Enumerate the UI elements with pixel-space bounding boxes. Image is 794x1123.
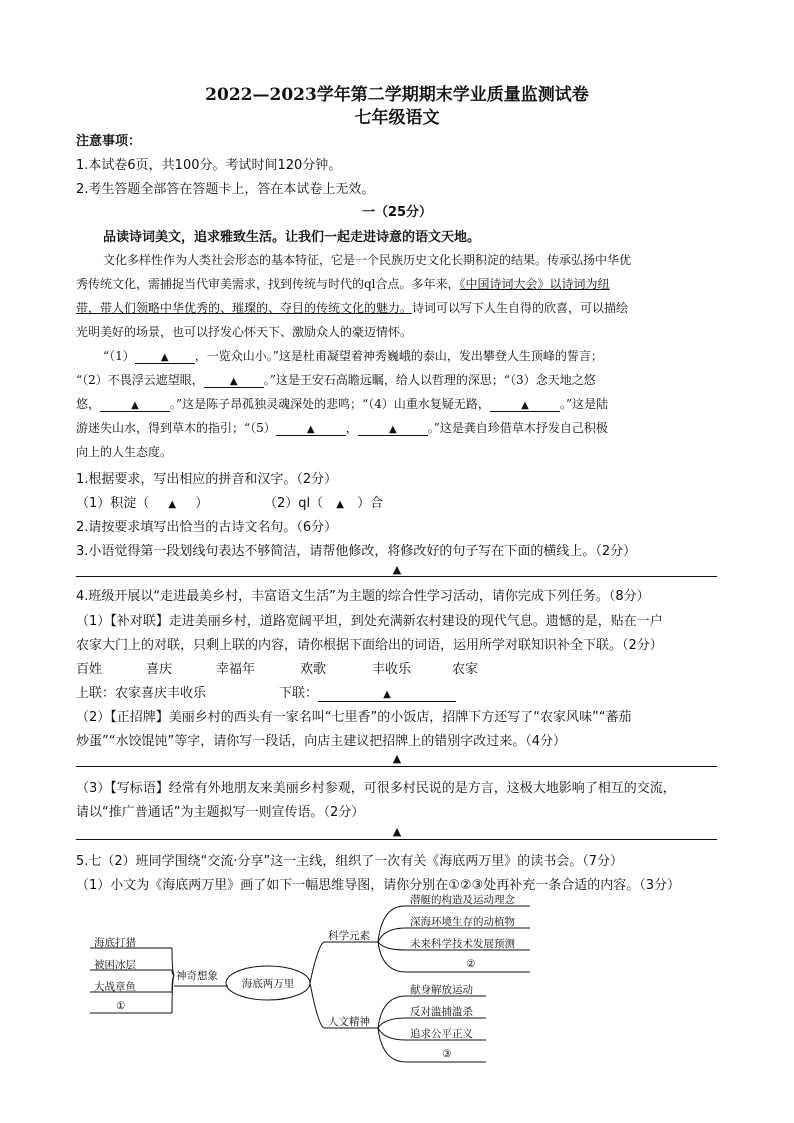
branch-humanity: 人文精神 [328, 1016, 370, 1028]
poem-text: ， [345, 421, 358, 435]
poem-text: 悠， [76, 397, 101, 411]
answer-marker: ▲ [392, 825, 402, 838]
left-item-3: 大战章鱼 [94, 981, 136, 993]
blank-marker: ▲ [521, 400, 529, 411]
underlined-sentence: 《中国诗词大会》以诗词为纽 [459, 277, 610, 291]
blank-marker: ▲ [306, 424, 315, 435]
question-4-sub-3-line-1: （3）【写标语】经常有外地朋友来美丽乡村参观，可很多村民说的是方言，这极大地影响了相互的交流， [76, 781, 676, 796]
question-4-sub-3-line-2: 请以“推广普通话”为主题拟写一则宣传语。（2分） [76, 805, 365, 820]
word-6: 农家 [452, 662, 479, 677]
humanity-item-1: 献身解放运动 [410, 984, 473, 996]
blank-marker: ▲ [383, 689, 391, 700]
notes-line-2: 2.考生答题全部答在答题卡上，答在本试卷上无效。 [76, 182, 375, 197]
question-4-sub-2-line-2: 炒蛋”“水饺馄饨”等字，请你写一段话，向店主建议把招牌上的错别字改过来。（4分） [76, 734, 566, 749]
connector-curve [378, 1018, 406, 1028]
left-item-2: 被困冰层 [94, 959, 136, 971]
question-1: 1.根据要求，写出相应的拼音和汉字。（2分） [76, 472, 338, 487]
section-heading: 一（25分） [361, 205, 433, 220]
question-4-sub-2-line-1: （2）【正招牌】美丽乡村的西头有一家名叫“七里香”的小饭店，招牌下方还写了“农家风味”“蕃茄 [76, 710, 632, 725]
poem-text: “（2）不畏浮云遮望眼， [76, 373, 204, 387]
connector-curve [378, 928, 406, 942]
notes-heading: 注意事项： [76, 134, 142, 149]
passage-line-1: 文化多样性作为人类社会形态的基本特征，它是一个民族历史文化长期积淀的结果。传承弘扬中华优 [103, 253, 632, 267]
answer-marker: ▲ [392, 563, 402, 576]
exam-title: 2022—2023学年第二学期期末学业质量监测试卷 [205, 85, 589, 105]
poem-text: 。”这是龚自珍借草木抒发自己积极 [427, 421, 608, 435]
poem-text: “（1） [103, 349, 135, 363]
center-title: 海底两万里 [241, 978, 295, 990]
blank-marker: ▲ [160, 352, 169, 363]
poem-text: 。”这是陈子昂孤独灵魂深处的悲鸣；“（4）山重水复疑无路， [170, 397, 490, 411]
poem-line-5: 向上的人生态度。 [76, 445, 173, 459]
branch-imagination: 神奇想象 [176, 970, 218, 982]
couplet-lower-label: 下联： [279, 686, 319, 701]
question-5: 5.七（2）班同学围绕“交流·分享”这一主线，组织了一次有关《海底两万里》的读书会。（7分） [76, 854, 624, 869]
poem-text: ，一览众山小。”这是杜甫凝望着神秀巍峨的泰山，发出攀登人生顶峰的誓言； [194, 349, 603, 363]
blank-marker: ▲ [229, 376, 238, 387]
left-item-blank[interactable]: ① [116, 1000, 126, 1012]
passage-text: 诗词可以写下人生自得的欣喜，可以描绘 [412, 301, 629, 315]
answer-marker: ▲ [392, 752, 402, 765]
poem-text: 。”这是王安石高瞻远瞩，给人以哲理的深思；“（3）念天地之悠 [263, 373, 596, 387]
connector-curve [378, 1028, 406, 1040]
connector-curve [378, 942, 406, 950]
word-5: 丰收乐 [372, 662, 412, 677]
couplet-upper: 上联：农家喜庆丰收乐 [76, 686, 207, 701]
word-3: 幸福年 [216, 662, 256, 677]
blank-marker: ▲ [388, 424, 397, 435]
science-item-2: 深海环境生存的动植物 [410, 916, 515, 928]
humanity-item-3: 追求公平正义 [410, 1028, 473, 1040]
science-item-blank[interactable]: ② [466, 958, 476, 970]
section-intro: 品读诗词美文，追求雅致生活。让我们一起走进诗意的语文天地。 [103, 230, 481, 245]
underlined-sentence: 带，带人们领略中华优秀的、璀璨的、夺目的传统文化的魅力。 [76, 301, 413, 315]
poem-text: 游迷失山水，得到草木的指引；“（5） [76, 421, 276, 435]
question-5-sub-1: （1）小文为《海底两万里》画了如下一幅思维导图，请你分别在①②③处再补充一条合适的内容。（3分） [76, 878, 681, 893]
question-4-sub-1-line-2: 农家大门上的对联，只剩上联的内容，请你根据下面给出的词语，运用所学对联知识补全下联。（2分） [76, 638, 663, 653]
connector-curve [378, 906, 406, 942]
answer-slot[interactable]: ▲ [336, 499, 344, 510]
humanity-item-blank[interactable]: ③ [442, 1048, 452, 1060]
word-2: 喜庆 [146, 662, 173, 677]
science-item-3: 未来科学技术发展预测 [410, 938, 515, 950]
q1-sub2-label: （2）ql（ [264, 496, 324, 511]
q1-sub2-close: ）合 [357, 496, 384, 511]
passage-line-4: 光明美好的场景，也可以抒发心怀天下、激励众人的豪迈情怀。 [76, 325, 413, 339]
humanity-item-2: 反对滥捕滥杀 [410, 1006, 473, 1018]
notes-line-1: 1.本试卷6页，共100分。考试时间120分钟。 [76, 158, 342, 173]
poem-text: 。”这是陆 [559, 397, 609, 411]
answer-slot[interactable]: ▲ [168, 499, 177, 510]
word-4: 欢歌 [300, 662, 327, 677]
question-4-sub-1-line-1: （1）【补对联】走进美丽乡村，道路宽阔平坦，到处充满新农村建设的现代气息。遗憾的是，贴在一户 [76, 614, 663, 629]
blank-marker: ▲ [131, 400, 139, 411]
branch-science: 科学元素 [328, 930, 370, 942]
connector-curve [378, 942, 406, 972]
question-3: 3.小语觉得第一段划线句表达不够简洁，请帮他修改，将修改好的句子写在下面的横线上。（2分） [76, 544, 637, 559]
exam-subtitle: 七年级语文 [354, 108, 440, 128]
word-1: 百姓 [76, 662, 103, 677]
question-2: 2.请按要求填写出恰当的古诗文名句。（6分） [76, 520, 338, 535]
q1-sub1-close: ） [195, 496, 209, 511]
science-item-1: 潜艇的构造及运动理念 [410, 894, 515, 906]
question-4: 4.班级开展以“走进最美乡村，丰富语文生活”为主题的综合性学习活动，请你完成下列任务。（8分） [76, 589, 650, 604]
left-item-1: 海底打猎 [94, 937, 136, 949]
passage-text: 秀传统文化，需捕捉当代审美需求，找到传统与时代的ql合点。多年来， [76, 277, 460, 291]
q1-sub1-label: （1）积淀（ [76, 496, 150, 511]
